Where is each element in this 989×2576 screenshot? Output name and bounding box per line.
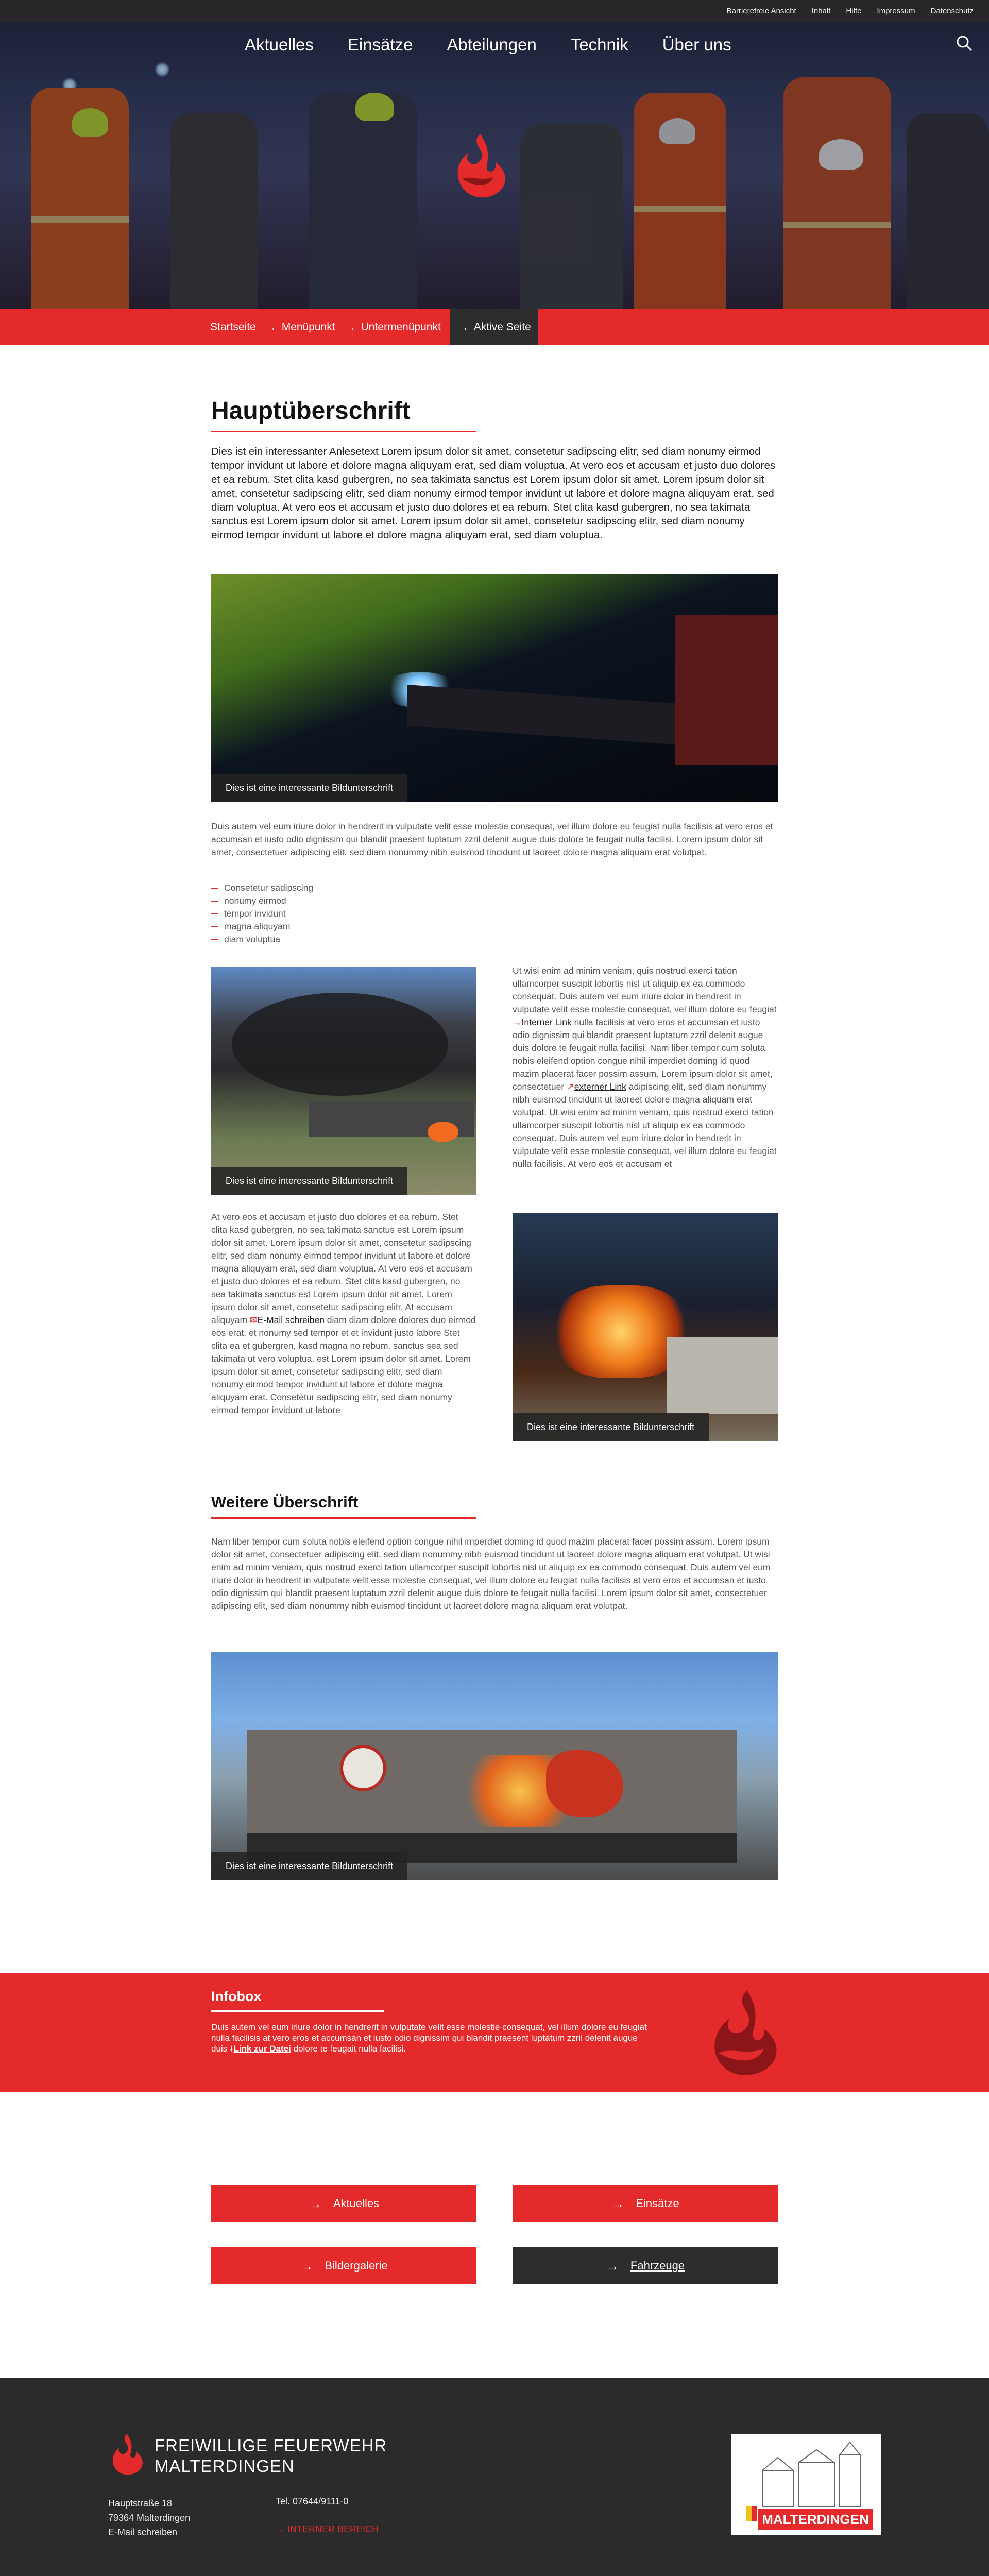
breadcrumb-bar (0, 309, 989, 345)
mail-icon: ✉ (249, 1315, 258, 1325)
breadcrumb (210, 309, 538, 345)
arrow-right-icon: → (276, 2524, 288, 2534)
util-link-help[interactable]: Hilfe (846, 6, 862, 15)
arrow-right-icon: → (605, 2258, 619, 2274)
smoke-fire-photo (211, 967, 476, 1195)
list-item: diam voluptua (211, 933, 778, 946)
phone-number[interactable]: Tel. 07644/9111-0 (276, 2496, 349, 2506)
fire-logo-icon[interactable] (107, 2432, 144, 2478)
org-name: FREIWILLIGE FEUERWEHR MALTERDINGEN (155, 2436, 387, 2476)
paragraph-1: Duis autem vel eum iriure dolor in hendrerit in vulputate velit esse molestie consequat, vel illum dolore eu feugiat nulla facilisis at vero eros et accumsan et iusto odio dignissim qui blandit praesent luptatum zzril delenit augue duis dolore te feugait nulla facilisi. Lorem ipsum dolor sit amet, consectetuer adipiscing elit, sed diam nonummy nibh euismod tincidunt ut laoreet dolore magna aliquam erat volutpat. (211, 821, 773, 857)
arrow-right-icon: → (611, 2195, 625, 2211)
list-item: tempor invidunt (211, 907, 778, 920)
arrow-right-icon: → (457, 320, 469, 333)
nav-item-abteilungen[interactable]: Abteilungen (447, 35, 537, 54)
arrow-right-icon: → (265, 320, 277, 333)
breadcrumb-untermenuepunkt[interactable]: Untermenüpunkt (361, 321, 441, 333)
file-link[interactable]: Link zur Datei (233, 2044, 291, 2054)
external-link-icon: ↗ (567, 1081, 574, 1092)
utility-nav (0, 0, 989, 22)
button-fahrzeuge[interactable]: → Fahrzeuge (513, 2247, 778, 2284)
util-link-privacy[interactable]: Datenschutz (930, 6, 974, 15)
button-aktuelles[interactable]: → Aktuelles (211, 2185, 476, 2222)
infobox-text: Duis autem vel eum iriure dolor in hendrerit in vulputate velit esse molestie consequat, vel illum dolore eu feugiat nulla facilisis at vero eros et accumsan et iusto odio dignissim qui blandit praesent luptatum zzril delenit augue duis ⤓Link zur Datei dolore te feugait nulla facilisi. (211, 2022, 647, 2054)
address: Hauptstraße 18 79364 Malterdingen E-Mail schreiben (108, 2496, 190, 2539)
nav-item-technik[interactable]: Technik (570, 35, 628, 54)
util-link-accessible[interactable]: Barrierefreie Ansicht (726, 6, 796, 15)
lead-text: Dies ist ein interessanter Anlesetext Lorem ipsum dolor sit amet, consetetur sadipscing elitr, sed diam nonumy eirmod tempor invidunt ut labore et dolore magna aliquyam erat, sed diam voluptua. At vero eos et accusam et justo duo dolores et ea rebum. Stet clita kasd gubergren, no sea takimata sanctus est Lorem ipsum dolor sit amet. Lorem ipsum dolor sit amet, consetetur sadipscing elitr, sed diam nonumy eirmod tempor invidunt ut labore et dolore magna aliquyam erat, sed diam voluptua. At vero eos et accusam et justo duo dolores et ea rebum. Stet clita kasd gubergren, no sea takimata sanctus est Lorem ipsum dolor sit amet. Lorem ipsum dolor sit amet, consetetur sadipscing elitr, sed diam nonumy eirmod tempor invidunt ut labore et dolore magna aliquyam erat, sed diam voluptua. (211, 446, 776, 541)
arrow-right-icon: → (300, 2258, 314, 2274)
bullet-list (211, 882, 778, 946)
list-item: nonumy eirmod (211, 894, 778, 907)
button-bildergalerie[interactable]: → Bildergalerie (211, 2247, 476, 2284)
nav-item-aktuelles[interactable]: Aktuelles (245, 35, 314, 54)
image-caption: Dies ist eine interessante Bildunterschrift (211, 1852, 407, 1880)
arrow-right-icon: → (513, 1017, 522, 1027)
download-icon: ⤓ (229, 2044, 234, 2054)
util-link-content[interactable]: Inhalt (811, 6, 831, 15)
internal-area-link[interactable]: → INTERNER BEREICH (276, 2524, 379, 2534)
infobox-title: Infobox (211, 1989, 262, 2004)
night-road-photo (211, 574, 778, 802)
town-logo[interactable] (731, 2434, 881, 2535)
town-name: MALTERDINGEN (758, 2509, 873, 2530)
fire-emblem-icon (703, 1986, 780, 2081)
footer-email-link[interactable]: E-Mail schreiben (108, 2527, 178, 2537)
util-link-imprint[interactable]: Impressum (877, 6, 915, 15)
footer (0, 2378, 989, 2576)
heading-underline (211, 1517, 476, 1519)
burning-building-photo (513, 1213, 778, 1441)
button-einsaetze[interactable]: → Einsätze (513, 2185, 778, 2222)
image-caption: Dies ist eine interessante Bildunterschrift (211, 1167, 407, 1195)
paragraph-2: Nam liber tempor cum soluta nobis eleifend option congue nihil imperdiet doming id quod mazim placerat facer possim assum. Lorem ipsum dolor sit amet, consectetuer adipiscing elit, sed diam nonummy nibh euismod tincidunt ut laoreet dolore magna aliquam erat volutpat. Ut wisi enim ad minim veniam, quis nostrud exerci tation ullamcorper suscipit lobortis nisl ut aliquip ex ea commodo consequat. Duis autem vel eum iriure dolor in hendrerit in vulputate velit esse molestie consequat, vel illum dolore eu feugiat nulla facilisis at vero eros et accumsan et iusto odio dignissim qui blandit praesent luptatum zzril delenit augue duis dolore te feugait nulla facilisi. Lorem ipsum dolor sit amet, consectetuer adipiscing elit, sed diam nonummy nibh euismod tincidunt ut laoreet dolore magna aliquam erat volutpat. (211, 1536, 771, 1611)
training-trailer-photo (211, 1652, 778, 1880)
breadcrumb-menuepunkt[interactable]: Menüpunkt (281, 321, 335, 333)
list-item: Consetetur sadipscing (211, 882, 778, 894)
infobox (0, 1973, 989, 2092)
search-icon[interactable] (954, 33, 975, 54)
breadcrumb-active: Aktive Seite (473, 321, 531, 333)
internal-link[interactable]: Interner Link (521, 1017, 572, 1027)
title-underline (211, 431, 476, 432)
external-link[interactable]: externer Link (574, 1081, 626, 1092)
nav-item-einsaetze[interactable]: Einsätze (347, 35, 413, 54)
section-heading: Weitere Überschrift (211, 1493, 359, 1511)
paragraph-right: Ut wisi enim ad minim veniam, quis nostrud exerci tation ullamcorper suscipit lobortis nisl ut aliquip ex ea commodo consequat. Duis autem vel eum iriure dolor in hendrerit in vulputate velit esse molestie consequat, vel illum dolore eu feugiat →Interner Link nulla facilisis at vero eros et accumsan et iusto odio dignissim qui blandit praesent luptatum zzril delenit augue duis dolore te feugait nulla facilisi. Nam liber tempor cum soluta nobis eleifend option congue nihil imperdiet doming id quod mazim placerat facer possim assum. Lorem ipsum dolor sit amet, consectetuer ↗externer Link adipiscing elit, sed diam nonummy nibh euismod tincidunt ut laoreet dolore magna aliquam erat volutpat. Ut wisi enim ad minim veniam, quis nostrud exerci tation ullamcorper suscipit lobortis nisl ut aliquip ex ea commodo consequat. Duis autem vel eum iriure dolor in hendrerit in vulputate velit esse molestie consequat, vel illum dolore eu feugiat nulla facilisis. At vero eos et accusam et (513, 965, 777, 1169)
page-title: Hauptüberschrift (211, 397, 411, 425)
nav-item-ueber-uns[interactable]: Über uns (662, 35, 731, 54)
list-item: magna aliquyam (211, 920, 778, 933)
breadcrumb-startseite[interactable]: Startseite (210, 321, 256, 333)
main-nav (0, 22, 989, 71)
fire-logo-icon[interactable] (448, 130, 510, 207)
arrow-right-icon: → (308, 2195, 322, 2211)
infobox-underline (211, 2010, 384, 2012)
image-caption: Dies ist eine interessante Bildunterschrift (513, 1413, 709, 1441)
arrow-right-icon: → (344, 320, 356, 333)
image-caption: Dies ist eine interessante Bildunterschrift (211, 774, 407, 802)
paragraph-left: At vero eos et accusam et justo duo dolores et ea rebum. Stet clita kasd gubergren, no sea takimata sanctus est Lorem ipsum dolor sit amet. Lorem ipsum dolor sit amet, consetetur sadipscing elitr, sed diam nonumy eirmod tempor invidunt ut labore et dolore magna aliquyam erat, sed diam voluptua. At vero eos et accusam et justo duo dolores et ea rebum. Stet clita kasd gubergren, no sea takimata sanctus est Lorem ipsum dolor sit amet. Lorem ipsum dolor sit amet, consetetur sadipscing elitr. At accusam aliquyam ✉E-Mail schreiben diam diam dolore dolores duo eirmod eos erat, et nonumy sed tempor et et invidunt justo labore Stet clita ea et gubergren, kasd magna no rebum. sanctus sea sed takimata ut vero voluptua. est Lorem ipsum dolor sit amet. Lorem ipsum dolor sit amet, consetetur sadipscing elitr, sed diam nonumy eirmod tempor invidunt ut labore et dolore magna aliquyam erat. Consetetur sadipscing elitr, sed diam nonumy eirmod tempor invidunt ut labore (211, 1212, 476, 1415)
email-link[interactable]: E-Mail schreiben (257, 1315, 325, 1325)
